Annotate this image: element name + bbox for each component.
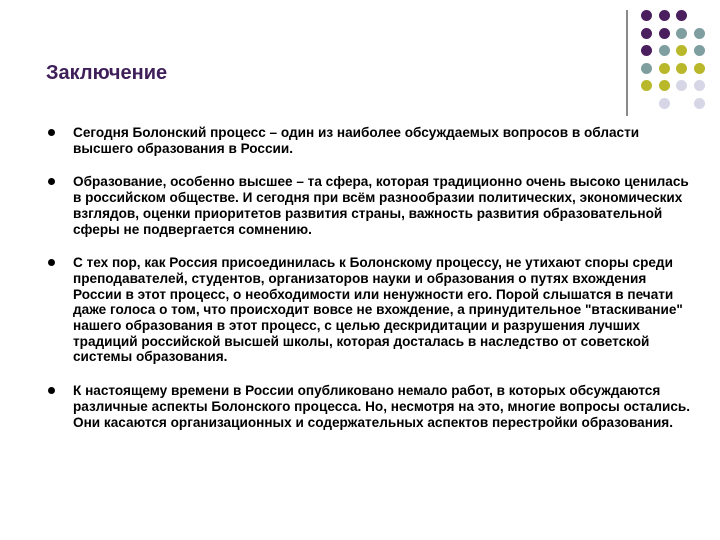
- bullet-list: [44, 125, 694, 448]
- decorative-dot: [641, 45, 652, 56]
- bullet-text: Образование, особенно высшее – та сфера, которая традиционно очень высоко ценилась в российском обществе. И сегодня при всём разнообразии политических, экономических взглядов, оценки приоритетов развития страны, важность развития образовательной сферы не подвергается сомнению.: [73, 174, 689, 237]
- decorative-dot: [694, 63, 705, 74]
- bullet-item: [44, 255, 694, 365]
- decorative-dot: [641, 63, 652, 74]
- decorative-dot: [676, 28, 687, 39]
- decorative-dot: [659, 98, 670, 109]
- decorative-dot: [659, 63, 670, 74]
- decorative-vertical-line: [626, 10, 628, 116]
- bullet-item: [44, 125, 694, 156]
- decorative-dot: [641, 28, 652, 39]
- bullet-dot-icon: [48, 259, 55, 266]
- decorative-dot: [659, 80, 670, 91]
- decorative-dot: [659, 45, 670, 56]
- decorative-dot: [676, 45, 687, 56]
- bullet-text: С тех пор, как Россия присоединилась к Болонскому процессу, не утихают споры среди преподавателей, студентов, организаторов науки и образования о путях вхождения России в этот процесс, о необходимости или ненужности его. Порой слышатся в печати даже голоса о том, что происходит вовсе не вхождение, а принудительное "втаскивание" нашего образования в этот процесс, с целью дескридитации и разрушения лучших традиций российской высшей школы, которая досталась в наследство от советской системы образования.: [73, 255, 683, 365]
- decorative-dot: [694, 28, 705, 39]
- bullet-dot-icon: [48, 178, 55, 185]
- bullet-dot-icon: [48, 387, 55, 394]
- bullet-item: [44, 174, 694, 237]
- bullet-dot-icon: [48, 129, 55, 136]
- decorative-dot: [659, 10, 670, 21]
- decorative-dot: [694, 80, 705, 91]
- decorative-dot: [641, 10, 652, 21]
- bullet-text: Сегодня Болонский процесс – один из наиболее обсуждаемых вопросов в области высшего образования в России.: [73, 125, 640, 156]
- decorative-dot: [676, 63, 687, 74]
- decorative-dot: [659, 28, 670, 39]
- decorative-dot: [694, 45, 705, 56]
- slide-title: Заключение: [46, 62, 168, 84]
- decorative-dot: [676, 10, 687, 21]
- bullet-item: [44, 383, 694, 430]
- decorative-dot: [676, 80, 687, 91]
- decorative-dot: [694, 98, 705, 109]
- bullet-text: К настоящему времени в России опубликовано немало работ, в которых обсуждаются различные аспекты Болонского процесса. Но, несмотря на это, многие вопросы остались. Они касаются организационных и содержательных аспектов перестройки образования.: [73, 383, 691, 430]
- decorative-dot: [641, 80, 652, 91]
